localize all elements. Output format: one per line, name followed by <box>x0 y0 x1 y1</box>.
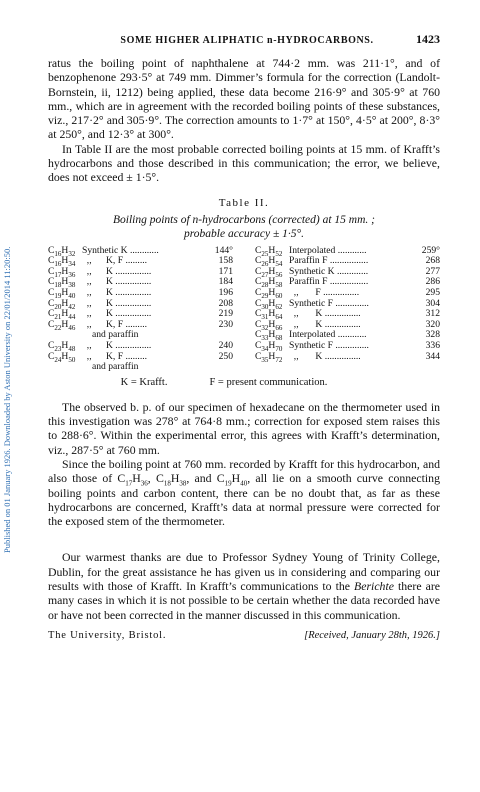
formula: $C_{18}H_{38}$ <box>48 276 76 290</box>
row-description: Paraffin F ................ <box>289 277 369 288</box>
row-description: ,, K ............... <box>82 309 152 320</box>
row-description: ,, K ............... <box>289 309 361 320</box>
boiling-point-value: 259° <box>421 244 440 256</box>
formula: $C_{34}H_{70}$ <box>255 340 283 353</box>
table-row <box>255 352 440 363</box>
row-description: ,, F ............... <box>289 288 360 299</box>
boiling-points-table <box>48 246 440 373</box>
boiling-point-value: 344 <box>425 350 440 362</box>
row-description: ,, K ............... <box>289 351 361 362</box>
row-description: ,, K, F ......... <box>82 351 148 362</box>
boiling-point-value: 196 <box>218 287 233 299</box>
table-row <box>255 299 440 310</box>
table-left-column <box>48 246 233 373</box>
download-watermark: Published on 01 January 1926. Downloaded by Aston University on 22/01/2014 11:20:50. <box>2 246 12 554</box>
formula: $C_{17}H_{36}$ <box>48 265 76 279</box>
paragraph-3: The observed b. p. of our specimen of hexadecane on the thermometer used in this investigation was 278° at 764·8 mm.; correction for exposed stem raises this to 288·6°. Within the experimental error, this agrees with Krafft’s determination, viz., 287·5° at 760 mm. <box>48 399 440 457</box>
row-description: ,, K ............... <box>82 266 152 277</box>
table-caption-line-2: probable accuracy ± 1·5°. <box>183 227 305 240</box>
formula: $C_{30}H_{62}$ <box>255 297 283 311</box>
table-row <box>48 256 233 267</box>
formula: $C_{19}H_{40}$ <box>48 287 76 300</box>
boiling-point-value: 304 <box>425 297 440 309</box>
formula: $C_{31}H_{64}$ <box>255 308 283 322</box>
page-number: 1423 <box>416 32 440 46</box>
row-description: ,, K ............... <box>82 288 152 299</box>
row-description: ,, K ............... <box>82 341 152 352</box>
formula: $C_{32}H_{66}$ <box>255 318 283 332</box>
boiling-point-value: 295 <box>425 287 440 299</box>
table-row <box>255 246 440 257</box>
table-row <box>48 309 233 320</box>
boiling-point-value: 230 <box>218 318 233 330</box>
table-row <box>255 309 440 320</box>
formula: $C_{35}H_{72}$ <box>255 350 283 364</box>
boiling-point-value: 320 <box>425 318 440 330</box>
boiling-point-value: 328 <box>425 329 440 341</box>
table-row <box>48 330 233 341</box>
paragraph-4: Since the boiling point at 760 mm. recorded by Krafft for this hydrocarbon, and also those of $C_{17}H_{36}$, $C_{18}H_{38}$, and $C_{19}H_{40}$, all lie on a smooth curve connecting boiling points and carbon content, there can be no doubt that, as far as these hydrocarbons are concerned, Krafft’s data at normal pressure were corrected for the exposed stem of the thermometer. <box>48 456 440 529</box>
table-row <box>48 352 233 363</box>
formula: $C_{21}H_{44}$ <box>48 308 76 322</box>
row-description: Synthetic F .............. <box>289 298 369 309</box>
table-right-column <box>255 246 440 373</box>
boiling-point-value: 219 <box>218 308 233 320</box>
formula: $C_{26}H_{54}$ <box>255 255 283 269</box>
row-description: Paraffin F ................ <box>289 256 369 267</box>
row-description: ,, K ............... <box>82 298 152 309</box>
page <box>48 32 440 641</box>
table-row <box>48 267 233 278</box>
running-title: SOME HIGHER ALIPHATIC n-HYDROCARBONS. <box>120 35 374 46</box>
boiling-point-value: 240 <box>218 340 233 352</box>
row-description: Synthetic K ............. <box>289 266 369 277</box>
running-header <box>48 32 440 47</box>
table-row <box>48 299 233 310</box>
boiling-point-value: 144° <box>214 244 233 256</box>
boiling-point-value: 250 <box>218 350 233 362</box>
formula: $C_{22}H_{46}$ <box>48 318 76 332</box>
boiling-point-value: 336 <box>425 340 440 352</box>
boiling-point-value: 277 <box>425 265 440 277</box>
table-caption <box>48 213 440 241</box>
row-description: ,, K ............... <box>82 277 152 288</box>
formula: $C_{28}H_{58}$ <box>255 276 283 290</box>
formula: $C_{27}H_{56}$ <box>255 265 283 279</box>
row-description: and paraffin <box>92 330 139 341</box>
legend-present: F = present communication. <box>209 376 328 388</box>
formula: $C_{16}H_{32}$ <box>48 244 76 258</box>
table-row <box>48 362 233 373</box>
formula: $C_{29}H_{60}$ <box>255 287 283 300</box>
table-label: Table II. <box>218 196 270 209</box>
row-description: Interpolated ............ <box>289 245 367 256</box>
row-description: Interpolated ............ <box>289 330 367 341</box>
table-row <box>255 277 440 288</box>
table-row <box>255 267 440 278</box>
legend-krafft: K = Krafft. <box>120 376 168 388</box>
paragraph-1: ratus the boiling point of naphthalene at 744·2 mm. was 211·1°, and of benzophenone 293·5° at 749 mm. Dimmer’s formula for the correction (Landolt-Bornstein, ii, 1212) being applied, these data become 216·9° and 305·9° at 760 mm., which are in agreement with the recorded boiling points of these substances, viz., 217·2° and 305·9°. The correction amounts to 1·7° at 150°, 4·5° at 200°, 8·3° at 250°, and 12·3° at 300°. <box>48 56 440 142</box>
row-description: ,, K ............... <box>289 319 361 330</box>
table-row <box>255 256 440 267</box>
boiling-point-value: 312 <box>425 308 440 320</box>
paragraph-2: In Table II are the most probable corrected boiling points at 15 mm. of Krafft’s hydrocarbons and those described in this communication; the error, we believe, does not exceed ± 1·5°. <box>48 141 440 185</box>
boiling-point-value: 208 <box>218 297 233 309</box>
table-row <box>255 330 440 341</box>
table-row <box>255 320 440 331</box>
table-legend <box>8 377 440 388</box>
table-row <box>48 320 233 331</box>
boiling-point-value: 184 <box>218 276 233 288</box>
institution: The University, Bristol. <box>48 629 167 641</box>
table-row <box>48 246 233 257</box>
boiling-point-value: 268 <box>425 255 440 267</box>
boiling-point-value: 171 <box>218 265 233 277</box>
formula: $C_{33}H_{68}$ <box>255 329 283 343</box>
boiling-point-value: 286 <box>425 276 440 288</box>
received-date: [Received, January 28th, 1926.] <box>304 629 440 641</box>
table-row <box>255 288 440 299</box>
row-description: Synthetic K ............ <box>82 245 159 256</box>
table-row <box>48 277 233 288</box>
table-caption-line-1: Boiling points of n-hydrocarbons (corrected) at 15 mm. ; <box>112 213 375 226</box>
article-footer <box>48 630 440 641</box>
formula: $C_{20}H_{42}$ <box>48 297 76 311</box>
formula: $C_{23}H_{48}$ <box>48 340 76 353</box>
row-description: and paraffin <box>92 362 139 373</box>
table-row <box>255 341 440 352</box>
formula: $C_{24}H_{50}$ <box>48 350 76 364</box>
boiling-point-value: 158 <box>218 255 233 267</box>
formula: $C_{25}H_{52}$ <box>255 244 283 258</box>
table-row <box>48 288 233 299</box>
table-row <box>48 341 233 352</box>
formula: $C_{16}H_{34}$ <box>48 255 76 269</box>
row-description: Synthetic F .............. <box>289 341 369 352</box>
row-description: ,, K, F ......... <box>82 256 148 267</box>
paragraph-5: Our warmest thanks are due to Professor Sydney Young of Trinity College, Dublin, for the great assistance he has given us in considering and comparing our results with those of Krafft. In Krafft’s communications to the Berichte there are many cases in which it is not possible to be certain whether the data recorded have or have not been corrected in the manner discussed in this communication. <box>48 550 440 622</box>
row-description: ,, K, F ......... <box>82 319 148 330</box>
